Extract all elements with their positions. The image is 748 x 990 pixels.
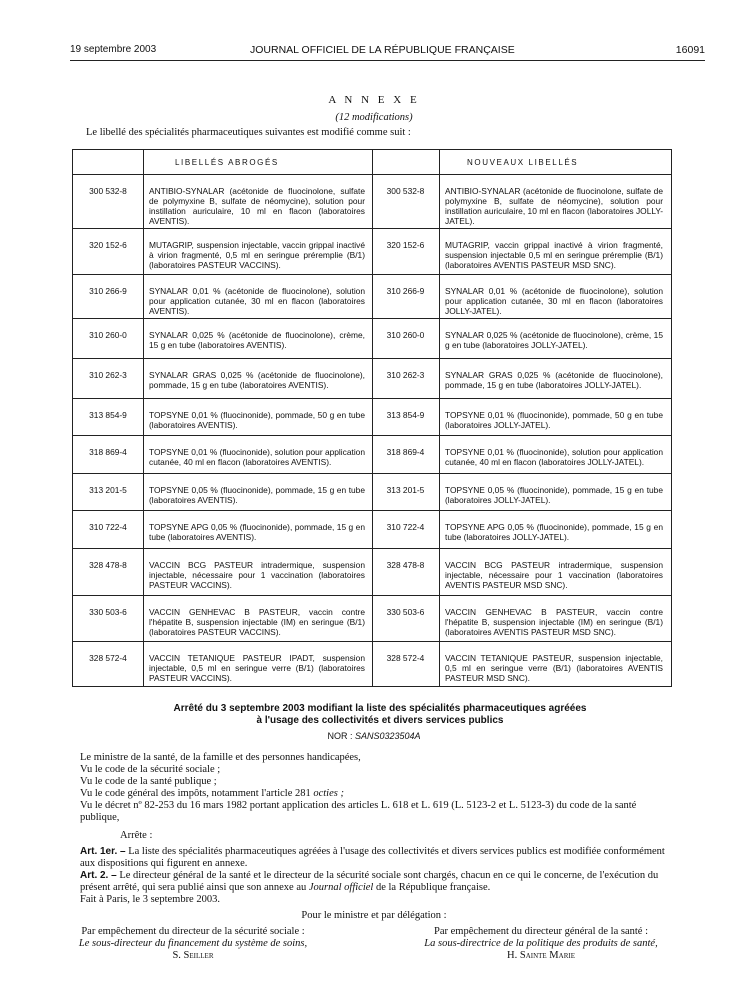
- table-row-rule: [73, 318, 671, 319]
- new-code-cell: 313 854-9: [386, 410, 425, 420]
- preamble-octies: octies ;: [313, 788, 344, 799]
- arrete-title: [150, 703, 610, 727]
- delegation-line: Pour le ministre et par délégation :: [301, 910, 447, 921]
- new-label-cell: TOPSYNE 0,01 % (fluocinonide), solution pour application cutanée, 40 ml en flacon (laboratoires JOLLY-JATEL).: [445, 447, 663, 467]
- article-2-text-a: Le directeur général de la santé et le directeur de la sécurité sociale sont chargés, chacun en ce qui le concerne, de l'exécution du présent arrêté, qui sera publié ainsi que son annexe au: [80, 870, 659, 893]
- nor-reference: [0, 731, 748, 741]
- signature-left-line2: Le sous-directeur du financement du système de soins,: [78, 938, 308, 949]
- preamble-vu-decret: Vu le décret nº 82-253 du 16 mars 1982 portant application des articles L. 618 et L. 619 (L. 5123-2 et L. 5123-3) du code de la santé publique,: [80, 800, 637, 823]
- old-code-cell: 328 572-4: [89, 653, 127, 663]
- article-1: [80, 846, 666, 870]
- signature-left: [68, 926, 318, 962]
- new-code-cell: 300 532-8: [386, 186, 425, 196]
- old-label-cell: ANTIBIO-SYNALAR (acétonide de fluocinolone, sulfate de polymyxine B, sulfate de néomycine), solution pour instillation auriculaire, 10 ml en flacon (laboratoires AVENTIS).: [149, 186, 365, 226]
- arrete-title-line1: Arrêté du 3 septembre 2003 modifiant la liste des spécialités pharmaceutiques agréées: [173, 703, 587, 714]
- old-code-cell: 328 478-8: [89, 560, 127, 570]
- new-code-cell: 310 266-9: [386, 286, 425, 296]
- old-label-cell: VACCIN TETANIQUE PASTEUR IPADT, suspension injectable, 0,5 ml en seringue verre (B/1) (laboratoires PASTEUR VACCINS).: [149, 653, 365, 683]
- arrete-word: Arrête :: [120, 830, 153, 841]
- table-divider: [439, 150, 440, 686]
- preamble-vu-csp: Vu le code de la santé publique ;: [80, 776, 217, 787]
- new-code-cell: 320 152-6: [386, 240, 425, 250]
- new-label-cell: SYNALAR GRAS 0,025 % (acétonide de fluocinolone), pommade, 15 g en tube (laboratoires JOLLY-JATEL).: [445, 370, 663, 390]
- article-2-label: Art. 2. –: [80, 870, 117, 881]
- new-label-cell: TOPSYNE APG 0,05 % (fluocinonide), pommade, 15 g en tube (laboratoires JOLLY-JATEL).: [445, 522, 663, 542]
- table-row-rule: [73, 435, 671, 436]
- article-2: [80, 870, 666, 894]
- table-divider: [143, 150, 144, 686]
- new-code-cell: 310 262-3: [386, 370, 425, 380]
- table-row-rule: [73, 595, 671, 596]
- table-row-rule: [73, 398, 671, 399]
- new-label-cell: ANTIBIO-SYNALAR (acétonide de fluocinolone, sulfate de polymyxine B, sulfate de néomycine), solution pour instillation auriculaire, 10 ml en flacon (laboratoires JOLLY-JATEL).: [445, 186, 663, 226]
- preamble-minister: Le ministre de la santé, de la famille et des personnes handicapées,: [80, 752, 361, 763]
- article-2-text-b: de la République française.: [375, 882, 491, 893]
- old-label-cell: SYNALAR 0,025 % (acétonide de fluocinolone), crème, 15 g en tube (laboratoires AVENTIS).: [149, 330, 365, 350]
- old-code-cell: 310 260-0: [89, 330, 127, 340]
- header-page-number: 16091: [675, 44, 705, 56]
- new-label-cell: VACCIN GENHEVAC B PASTEUR, vaccin contre l'hépatite B, suspension injectable (IM) en seringue (B/1) (laboratoires AVENTIS PASTEUR MSD SNC).: [445, 607, 663, 637]
- new-code-cell: 313 201-5: [386, 485, 425, 495]
- signature-right-line1: Par empêchement du directeur général de la santé :: [434, 926, 648, 937]
- old-label-cell: TOPSYNE 0,01 % (fluocinonide), pommade, 50 g en tube (laboratoires AVENTIS).: [149, 410, 365, 430]
- article-2-journal: Journal officiel: [308, 882, 374, 893]
- new-code-cell: 310 722-4: [386, 522, 425, 532]
- old-code-cell: 318 869-4: [89, 447, 127, 457]
- old-code-cell: 313 201-5: [89, 485, 127, 495]
- signature-right: [400, 926, 682, 962]
- nor-label: NOR :: [327, 731, 353, 741]
- article-1-text: La liste des spécialités pharmaceutiques agréées à l'usage des collectivités et divers services publics est modifiée conformément aux dispositions qui figurent en annexe.: [80, 846, 665, 869]
- old-label-cell: SYNALAR GRAS 0,025 % (acétonide de fluocinolone), pommade, 15 g en tube (laboratoires AVENTIS).: [149, 370, 365, 390]
- old-label-cell: TOPSYNE 0,05 % (fluocinonide), pommade, 15 g en tube (laboratoires AVENTIS).: [149, 485, 365, 505]
- old-label-cell: VACCIN BCG PASTEUR intradermique, suspension injectable, nécessaire pour 1 vaccination (laboratoires PASTEUR VACCINS).: [149, 560, 365, 590]
- annex-intro: Le libellé des spécialités pharmaceutiques suivantes est modifié comme suit :: [86, 127, 411, 138]
- arrete-title-line2: à l'usage des collectivités et divers services publics: [256, 715, 504, 726]
- table-divider: [372, 150, 373, 686]
- signature-left-name: S. Seiller: [172, 950, 214, 961]
- old-code-cell: 320 152-6: [89, 240, 127, 250]
- header-rule: [70, 60, 705, 61]
- old-code-cell: 330 503-6: [89, 607, 127, 617]
- header-journal-title: JOURNAL OFFICIEL DE LA RÉPUBLIQUE FRANÇAISE: [250, 44, 515, 56]
- table-row-rule: [73, 473, 671, 474]
- table-row-rule: [73, 641, 671, 642]
- old-code-cell: 310 722-4: [89, 522, 127, 532]
- new-label-cell: VACCIN BCG PASTEUR intradermique, suspension injectable, nécessaire pour 1 vaccination (laboratoires AVENTIS PASTEUR MSD SNC).: [445, 560, 663, 590]
- new-label-cell: SYNALAR 0,01 % (acétonide de fluocinolone), solution pour application cutanée, 30 ml en flacon (laboratoires JOLLY-JATEL).: [445, 286, 663, 316]
- table-row-rule: [73, 274, 671, 275]
- new-code-cell: 310 260-0: [386, 330, 425, 340]
- old-label-cell: TOPSYNE 0,01 % (fluocinonide), solution pour application cutanée, 40 ml en flacon (laboratoires AVENTIS).: [149, 447, 365, 467]
- old-code-cell: 300 532-8: [89, 186, 127, 196]
- new-label-cell: MUTAGRIP, vaccin grippal inactivé à virion fragmenté, suspension injectable 0,5 ml en seringue préremplie (B/1) (laboratoires AVENTIS PASTEUR MSD SNC).: [445, 240, 663, 270]
- annex-subtitle: (12 modifications): [335, 112, 413, 123]
- table-row-rule: [73, 510, 671, 511]
- annex-title: A N N E X E: [328, 94, 420, 106]
- left-column-header: LIBELLÉS ABROGÉS: [175, 158, 279, 167]
- old-code-cell: 310 266-9: [89, 286, 127, 296]
- header-date: 19 septembre 2003: [70, 44, 157, 55]
- signature-right-line2: La sous-directrice de la politique des produits de santé,: [424, 938, 658, 949]
- preamble-vu-cgi-text: Vu le code général des impôts, notamment l'article 281: [80, 788, 311, 799]
- signature-right-name: H. Sainte Marie: [507, 950, 575, 961]
- modifications-table: [72, 149, 672, 687]
- new-code-cell: 328 572-4: [386, 653, 425, 663]
- new-label-cell: TOPSYNE 0,05 % (fluocinonide), pommade, 15 g en tube (laboratoires JOLLY-JATEL).: [445, 485, 663, 505]
- old-label-cell: TOPSYNE APG 0,05 % (fluocinonide), pommade, 15 g en tube (laboratoires AVENTIS).: [149, 522, 365, 542]
- table-header-rule: [73, 174, 671, 175]
- table-row-rule: [73, 358, 671, 359]
- new-code-cell: 330 503-6: [386, 607, 425, 617]
- old-label-cell: SYNALAR 0,01 % (acétonide de fluocinolone), solution pour application cutanée, 30 ml en flacon (laboratoires AVENTIS).: [149, 286, 365, 316]
- table-row-rule: [73, 228, 671, 229]
- old-label-cell: VACCIN GENHEVAC B PASTEUR, vaccin contre l'hépatite B, suspension injectable (IM) en seringue (B/1) (laboratoires PASTEUR VACCINS).: [149, 607, 365, 637]
- signature-left-line1: Par empêchement du directeur de la sécurité sociale :: [81, 926, 305, 937]
- page-header: [40, 44, 705, 58]
- article-1-label: Art. 1er. –: [80, 846, 126, 857]
- old-label-cell: MUTAGRIP, suspension injectable, vaccin grippal inactivé à virion fragmenté, 0,5 ml en seringue préremplie (B/1) (laboratoires PASTEUR VACCINS).: [149, 240, 365, 270]
- old-code-cell: 310 262-3: [89, 370, 127, 380]
- new-label-cell: SYNALAR 0,025 % (acétonide de fluocinolone), crème, 15 g en tube (laboratoires JOLLY-JATEL).: [445, 330, 663, 350]
- new-code-cell: 318 869-4: [386, 447, 425, 457]
- old-code-cell: 313 854-9: [89, 410, 127, 420]
- preamble-vu-css: Vu le code de la sécurité sociale ;: [80, 764, 221, 775]
- new-label-cell: VACCIN TETANIQUE PASTEUR, suspension injectable, 0,5 ml en seringue verre (B/1) (laboratoires AVENTIS PASTEUR MSD SNC).: [445, 653, 663, 683]
- right-column-header: NOUVEAUX LIBELLÉS: [467, 158, 579, 167]
- table-row-rule: [73, 548, 671, 549]
- nor-value: SANS0323504A: [354, 731, 421, 741]
- new-code-cell: 328 478-8: [386, 560, 425, 570]
- preamble-vu-cgi: [80, 788, 666, 800]
- fait-a-paris: Fait à Paris, le 3 septembre 2003.: [80, 894, 220, 905]
- new-label-cell: TOPSYNE 0,01 % (fluocinonide), pommade, 50 g en tube (laboratoires JOLLY-JATEL).: [445, 410, 663, 430]
